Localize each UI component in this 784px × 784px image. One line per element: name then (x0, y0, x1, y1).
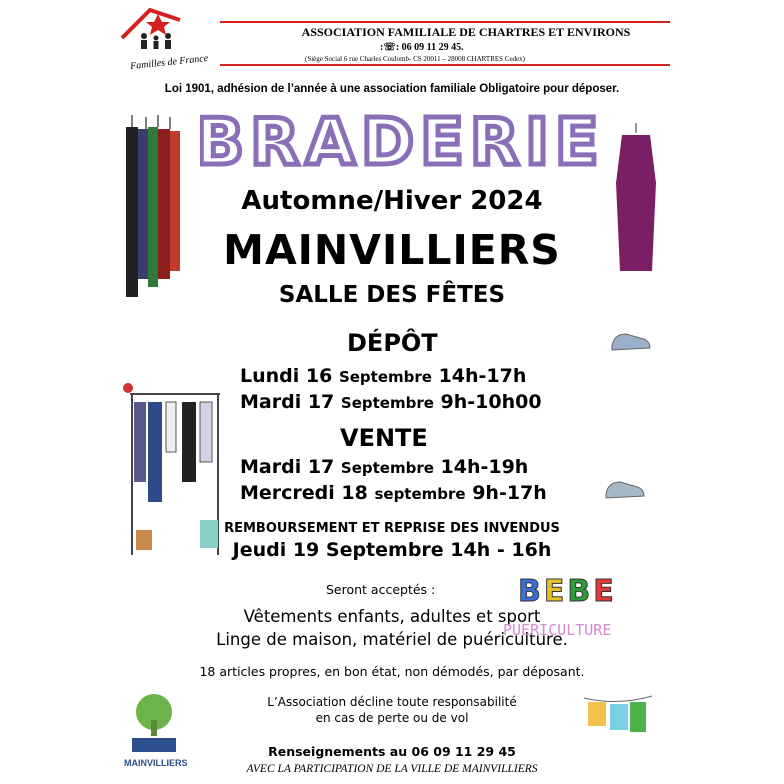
braderie-title-art (200, 108, 600, 178)
vente-schedule-line (240, 482, 547, 504)
schedule-month: Septembre (338, 368, 432, 386)
logo-caption: Familles de France (129, 52, 209, 73)
schedule-day: Lundi 16 (240, 365, 339, 387)
schedule-month: septembre (374, 485, 466, 503)
schedule-time: 14h-19h (433, 456, 529, 478)
disclaimer-line-1: L’Association décline toute responsabilité (267, 695, 517, 709)
braderie-title: BRADERIE (200, 108, 600, 178)
season-title: Automne/Hiver 2024 (241, 186, 543, 216)
association-phone: :☏: 06 09 11 29 45. (380, 42, 464, 53)
accepted-heading: Seront acceptés : (326, 582, 436, 597)
bebe-letter: B (518, 574, 544, 609)
bebe-letter: E (593, 574, 617, 609)
venue-title: SALLE DES FÊTES (278, 282, 506, 308)
association-address: (Siège Social 6 rue Charles Coulomb- CS 20011 – 28008 CHARTRES Cedex) (305, 55, 525, 63)
disclaimer-line-2: en cas de perte ou de vol (315, 711, 469, 725)
accepted-items-line-2: Linge de maison, matériel de puériculture. (216, 630, 568, 649)
schedule-time: 9h-17h (465, 482, 547, 504)
schedule-day: Mardi 17 (240, 456, 341, 478)
articles-rule: 18 articles propres, en bon état, non démodés, par déposant. (199, 664, 585, 679)
bebe-badge (518, 574, 617, 609)
schedule-time: 14h-17h (431, 365, 527, 387)
header-rule-top (220, 21, 670, 23)
refund-heading: REMBOURSEMENT ET REPRISE DES INVENDUS (224, 521, 560, 536)
puericulture-label: PUERICULTURE (503, 621, 612, 639)
contact-line: Renseignements au 06 09 11 29 45 (268, 744, 516, 759)
depot-schedule-line (240, 365, 526, 387)
law-notice: Loi 1901, adhésion de l’année à une association familiale Obligatoire pour déposer. (164, 83, 620, 95)
bebe-letter: E (543, 574, 568, 609)
bebe-letter: B (567, 574, 594, 609)
participation-line: AVEC LA PARTICIPATION DE LA VILLE DE MAINVILLIERS (246, 763, 538, 775)
vente-schedule-line (240, 456, 528, 478)
city-title: MAINVILLIERS (223, 226, 561, 274)
accepted-items-line-1: Vêtements enfants, adultes et sport (243, 607, 541, 626)
city-logo-caption: MAINVILLIERS (124, 758, 188, 768)
shoe-bottom-illustration (604, 476, 646, 502)
association-name: ASSOCIATION FAMILIALE DE CHARTRES ET ENVIRONS (301, 25, 631, 39)
header-rule-bottom (220, 64, 670, 66)
depot-schedule-line (240, 391, 542, 413)
clothes-rack-illustration (120, 380, 230, 565)
schedule-day: Mercredi 18 (240, 482, 375, 504)
vente-heading: VENTE (340, 424, 428, 452)
schedule-time: 9h-10h00 (433, 391, 542, 413)
schedule-month: Septembre (340, 459, 434, 477)
schedule-day: Mardi 17 (240, 391, 341, 413)
schedule-month: Septembre (340, 394, 434, 412)
refund-date: Jeudi 19 Septembre 14h - 16h (232, 539, 552, 561)
shoe-top-illustration (610, 328, 652, 354)
depot-heading: DÉPÔT (347, 329, 438, 357)
